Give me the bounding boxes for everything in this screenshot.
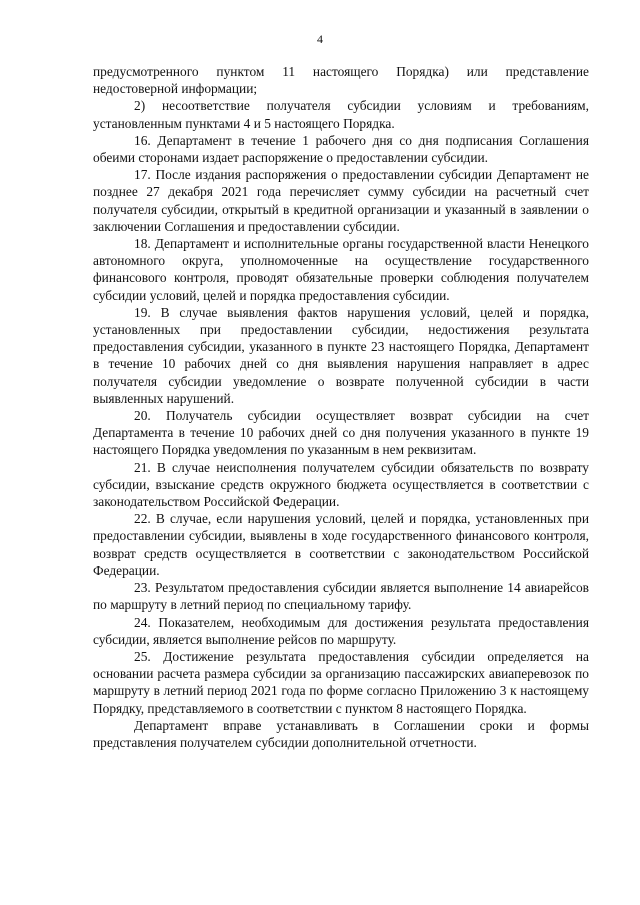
paragraph-clause-20: 20. Получатель субсидии осуществляет возврат субсидии на счет Департамента в течение 10 рабочих дней со дня получения указанного в пункте 19 настоящего Порядка уведомления по указанным в нем реквизитам. (93, 408, 589, 458)
paragraph-continuation: предусмотренного пунктом 11 настоящего Порядка) или представление недостоверной информации; (93, 64, 589, 97)
paragraph-clause-25: 25. Достижение результата предоставления субсидии определяется на основании расчета размера субсидии за организацию пассажирских авиаперевозок по маршруту в летний период 2021 года по форме согласно Приложению 3 к настоящему Порядку, представляемого в соответствии с пунктом 8 настоящего Порядка. (93, 648, 589, 716)
document-body (93, 63, 589, 751)
paragraph-clause-23: 23. Результатом предоставления субсидии является выполнение 14 авиарейсов по маршруту в летний период по специальному тарифу. (93, 580, 589, 613)
paragraph-clause-21: 21. В случае неисполнения получателем субсидии обязательств по возврату субсидии, взыскание средств окружного бюджета осуществляется в соответствии с законодательством Российской Федерации. (93, 459, 589, 510)
paragraph-clause-16: 16. Департамент в течение 1 рабочего дня со дня подписания Соглашения обеими сторонами издает распоряжение о предоставлении субсидии. (93, 132, 589, 166)
paragraph-list-item-2: 2) несоответствие получателя субсидии условиям и требованиям, установленным пунктами 4 и 5 настоящего Порядка. (93, 98, 589, 131)
paragraph-clause-17: 17. После издания распоряжения о предоставлении субсидии Департамент не позднее 27 декабря 2021 года перечисляет сумму субсидии на расчетный счет получателя субсидии, открытый в кредитной организации и указанный в заявлении о заключении Соглашения и предоставлении субсидии. (93, 167, 589, 234)
page-number: 4 (317, 32, 323, 46)
paragraph-clause-19: 19. В случае выявления фактов нарушения условий, целей и порядка, установленных при предоставлении субсидии, недостижения результата предоставления субсидии, указанного в пункте 23 настоящего Порядка, Департамент в течение 10 рабочих дней со дня выявления нарушения направляет в адрес получателя субсидии уведомление о возврате полученной субсидии в части выявленных нарушений. (93, 304, 589, 406)
paragraph-clause-18: 18. Департамент и исполнительные органы государственной власти Ненецкого автономного округа, уполномоченные на осуществление государственного финансового контроля, проводят обязательные проверки соблюдения получателем субсидии условий, целей и порядка предоставления субсидии. (93, 236, 589, 303)
paragraph-clause-24: 24. Показателем, необходимым для достижения результата предоставления субсидии, является выполнение рейсов по маршруту. (93, 614, 589, 647)
paragraph-clause-22: 22. В случае, если нарушения условий, целей и порядка, установленных при предоставлении субсидии, выявлены в ходе государственного финансового контроля, возврат средств осуществляется в соответствии с законодательством Российской Федерации. (93, 511, 589, 578)
paragraph-additional-reporting: Департамент вправе устанавливать в Соглашении сроки и формы представления получателем субсидии дополнительной отчетности. (93, 717, 589, 750)
